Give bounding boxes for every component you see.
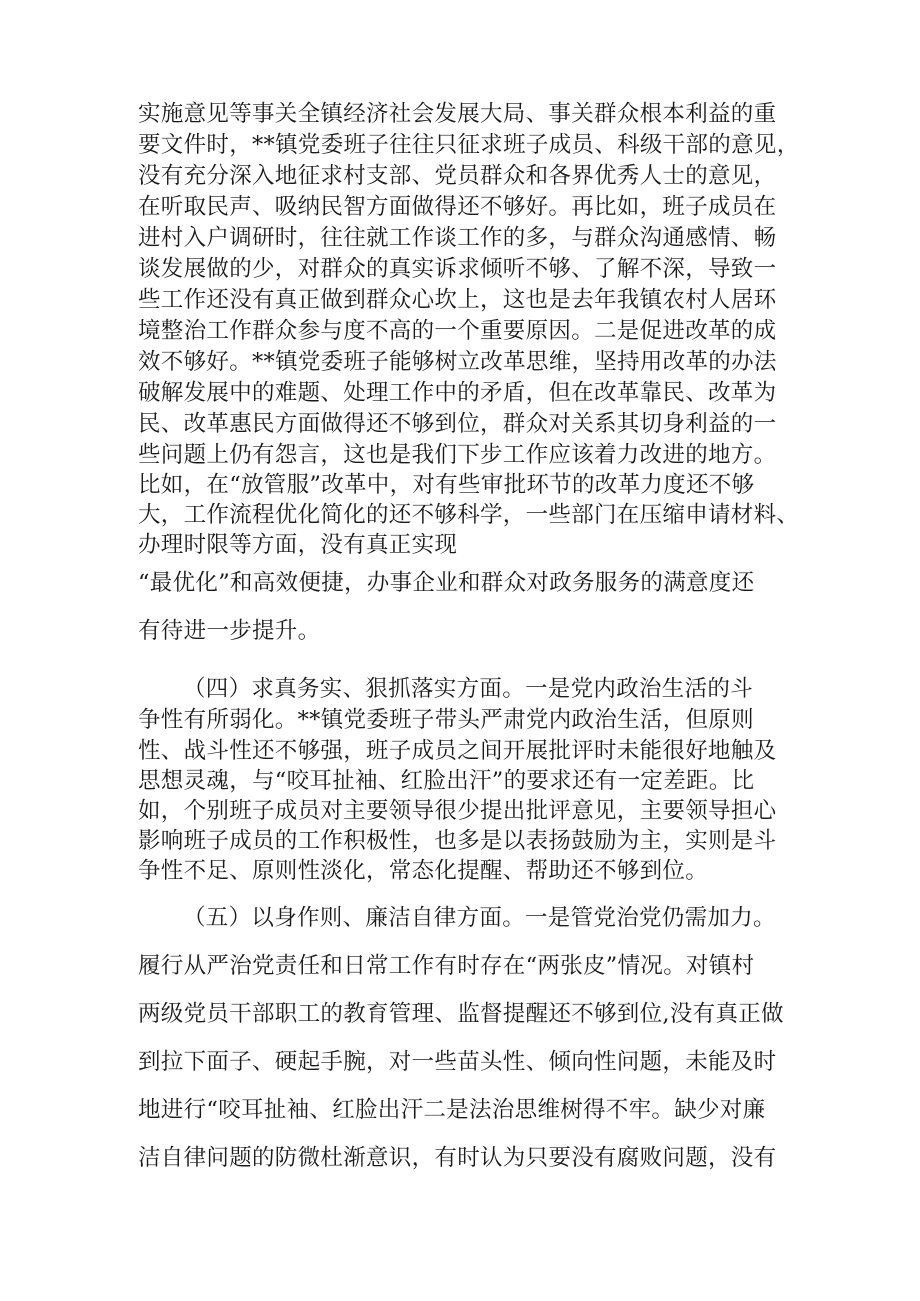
text-line: 争性有所弱化。**镇党委班子带头严肃党内政治生活，但原则 xyxy=(138,707,754,733)
section-heading-line: （四）求真务实、狠抓落实方面。一是党内政治生活的斗 xyxy=(183,676,754,702)
text-line: 履行从严治党责任和日常工作有时存在“两张皮”情况。对镇村 xyxy=(138,953,755,979)
text-line: 实施意见等事关全镇经济社会发展大局、事关群众根本利益的重 xyxy=(138,101,777,127)
text-line: 破解发展中的难题、处理工作中的矛盾，但在改革靠民、改革为 xyxy=(138,380,777,406)
text-line: 进村入户调研时，往往就工作谈工作的多，与群众沟通感情、畅 xyxy=(138,225,777,251)
text-line: 如，个别班子成员对主要领导很少提出批评意见，主要领导担心 xyxy=(138,798,777,824)
text-line: 影响班子成员的工作积极性，也多是以表扬鼓励为主，实则是斗 xyxy=(138,828,777,854)
text-line: 争性不足、原则性淡化，常态化提醒、帮助还不够到位。 xyxy=(138,858,709,884)
text-line: 谈发展做的少，对群众的真实诉求倾听不够、了解不深，导致一 xyxy=(138,256,777,282)
text-line: 些工作还没有真正做到群众心坎上，这也是去年我镇农村人居环 xyxy=(138,287,777,313)
text-line: 些问题上仍有怨言，这也是我们下步工作应该着力改进的地方。 xyxy=(138,442,777,468)
text-line: 比如，在“放管服”改革中，对有些审批环节的改革力度还不够 xyxy=(138,472,755,498)
text-line: 性、战斗性还不够强，班子成员之间开展批评时未能很好地触及 xyxy=(138,738,777,764)
text-line: 效不够好。**镇党委班子能够树立改革思维，坚持用改革的办法 xyxy=(138,349,777,375)
text-line: 要文件时，**镇党委班子往往只征求班子成员、科级干部的意见， xyxy=(138,132,800,158)
text-line: 民、改革惠民方面做得还不够到位，群众对关系其切身利益的一 xyxy=(138,411,777,437)
text-line: 有待进一步提升。 xyxy=(138,618,321,644)
text-line: 境整治工作群众参与度不高的一个重要原因。二是促进改革的成 xyxy=(138,318,777,344)
section-heading-line: （五）以身作则、廉洁自律方面。一是管党治党仍需加力。 xyxy=(183,905,776,931)
text-line: 洁自律问题的防微杜渐意识，有时认为只要没有腐败问题，没有 xyxy=(138,1145,777,1171)
text-line: 大，工作流程优化简化的还不够科学，一些部门在压缩申请材料、 xyxy=(138,502,800,528)
text-line: 到拉下面子、硬起手腕，对一些苗头性、倾向性问题，未能及时 xyxy=(138,1049,777,1075)
text-line: 在听取民声、吸纳民智方面做得还不够好。再比如，班子成员在 xyxy=(138,194,777,220)
text-line: 办理时限等方面，没有真正实现 xyxy=(138,532,458,558)
text-line: “最优化”和高效便捷，办事企业和群众对政务服务的满意度还 xyxy=(138,570,755,596)
text-line: 没有充分深入地征求村支部、党员群众和各界优秀人士的意见， xyxy=(138,163,777,189)
text-line: 思想灵魂，与“咬耳扯袖、红脸出汗”的要求还有一定差距。比 xyxy=(138,768,755,794)
text-line: 两级党员干部职工的教育管理、监督提醒还不够到位,没有真正做 xyxy=(138,1001,784,1027)
text-line: 地进行“咬耳扯袖、红脸出汗二是法治思维树得不牢。缺少对廉 xyxy=(138,1097,766,1123)
